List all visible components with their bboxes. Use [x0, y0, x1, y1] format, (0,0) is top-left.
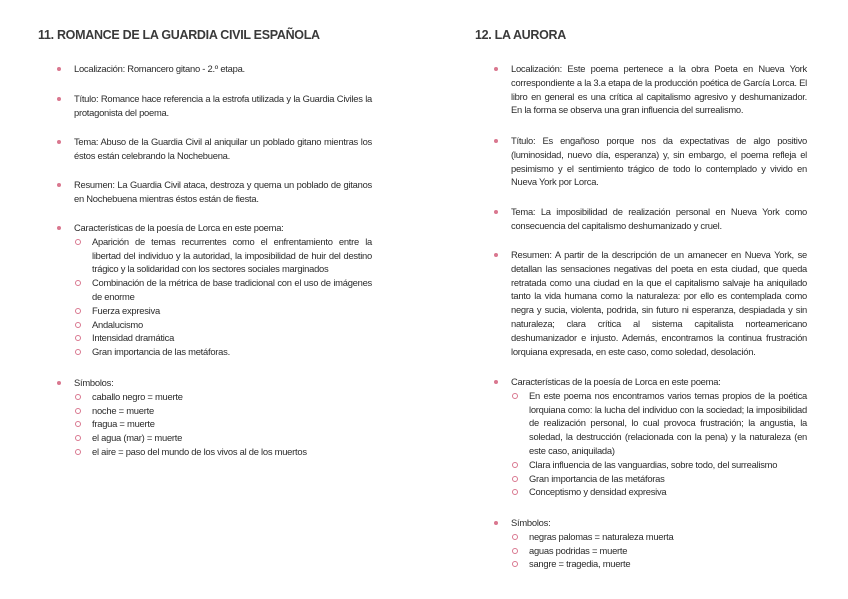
section-title: 11. ROMANCE DE LA GUARDIA CIVIL ESPAÑOLA: [38, 28, 320, 42]
sub-list: [511, 389, 807, 499]
sub-list-item: Fuerza expresiva: [74, 304, 372, 318]
sub-list-item: el aire = paso del mundo de los vivos al de los muertos: [74, 445, 372, 459]
list-item: [38, 62, 372, 76]
sub-list-item: Gran importancia de las metáforas: [511, 472, 807, 486]
list-item: [38, 221, 372, 359]
list-item: [38, 376, 372, 459]
list-item-text: Tema: Abuso de la Guardia Civil al aniquilar un poblado gitano mientras los éstos están celebrando la Nochebuena.: [74, 136, 372, 161]
list-item-text: Resumen: A partir de la descripción de un amanecer en Nueva York, se detallan las sensaciones negativas del poeta en esta ciudad, que queda retratada como una ciudad en la que el capitalismo salvaje ha aniquilado tanto la vida humana como la naturaleza: por ello es contemplada como negra y sucia, violenta, podrida, sin futuro ni esperanza, despiadada y sin naturaleza; clara crítica al sistema capitalista norteamericano deshumanizador e injusto. Además, encontramos la continua frustración lorquiana expresada, en este caso, como soledad, desolación.: [511, 249, 807, 357]
list-item: [475, 134, 807, 189]
sub-list-item: caballo negro = muerte: [74, 390, 372, 404]
list-item-text: Título: Es engañoso porque nos da expectativas de algo positivo (luminosidad, nuevo día, esperanza) y, sin embargo, el poema refleja el pesimismo y el sentimiento trágico de todo lo contemplado y vivido en Nueva York por Lorca.: [511, 135, 807, 188]
list-item-text: Título: Romance hace referencia a la estrofa utilizada y la Guardia Civiles la protagonista del poema.: [74, 93, 372, 118]
sub-list-item: negras palomas = naturaleza muerta: [511, 530, 807, 544]
list-item: [475, 248, 807, 358]
sub-list-item: Combinación de la métrica de base tradicional con el uso de imágenes de enorme: [74, 276, 372, 304]
sub-list-item: Gran importancia de las metáforas.: [74, 345, 372, 359]
list-item: [475, 516, 807, 571]
list-item-text: Resumen: La Guardia Civil ataca, destroza y quema un poblado de gitanos en Nochebuena mientras éstos están de fiesta.: [74, 179, 372, 204]
sub-list-item: aguas podridas = muerte: [511, 544, 807, 558]
list-item: [475, 375, 807, 499]
list-item: [38, 178, 372, 206]
sub-list-item: Andalucismo: [74, 318, 372, 332]
list-item-text: Localización: Romancero gitano - 2.º etapa.: [74, 63, 245, 74]
sub-list-item: el agua (mar) = muerte: [74, 431, 372, 445]
sub-list-item: Intensidad dramática: [74, 331, 372, 345]
list-item: [475, 205, 807, 233]
sub-list: [74, 235, 372, 359]
sub-list-item: Clara influencia de las vanguardias, sobre todo, del surrealismo: [511, 458, 807, 472]
list-item-text: Características de la poesía de Lorca en este poema:: [511, 376, 721, 387]
sub-list-item: Conceptismo y densidad expresiva: [511, 485, 807, 499]
sub-list-item: En este poema nos encontramos varios temas propios de la poética lorquiana como: la lucha del individuo con la sociedad; la imposibilidad de realización personal, lo cual provoca frustración; la angustia, la soledad, la destrucción (relacionada con la pena) y la naturaleza (en este caso, aniquilada): [511, 389, 807, 458]
list-item-text: Características de la poesía de Lorca en este poema:: [74, 222, 284, 233]
list-item: [38, 135, 372, 163]
list-item: [475, 62, 807, 117]
sub-list-item: sangre = tragedia, muerte: [511, 557, 807, 571]
list-item-text: Tema: La imposibilidad de realización personal en Nueva York como consecuencia del capitalismo deshumanizado y cruel.: [511, 206, 807, 231]
sub-list-item: fragua = muerte: [74, 417, 372, 431]
list-item-text: Símbolos:: [511, 517, 551, 528]
list-item-text: Símbolos:: [74, 377, 114, 388]
sub-list-item: noche = muerte: [74, 404, 372, 418]
sub-list-item: Aparición de temas recurrentes como el enfrentamiento entre la libertad del individuo y la autoridad, la imposibilidad de huir del destino trágico y la solidaridad con los sectores sociales marginados: [74, 235, 372, 276]
list-item-text: Localización: Este poema pertenece a la obra Poeta en Nueva York correspondiente a la 3.a etapa de la producción poética de García Lorca. El libro en general es una crítica al capitalismo agresivo y deshumanizador. En la forma se observa una gran influencia del surrealismo.: [511, 63, 807, 116]
section-title: 12. LA AURORA: [475, 28, 567, 42]
sub-list: [74, 390, 372, 459]
sub-list: [511, 530, 807, 571]
list-item: [38, 92, 372, 120]
